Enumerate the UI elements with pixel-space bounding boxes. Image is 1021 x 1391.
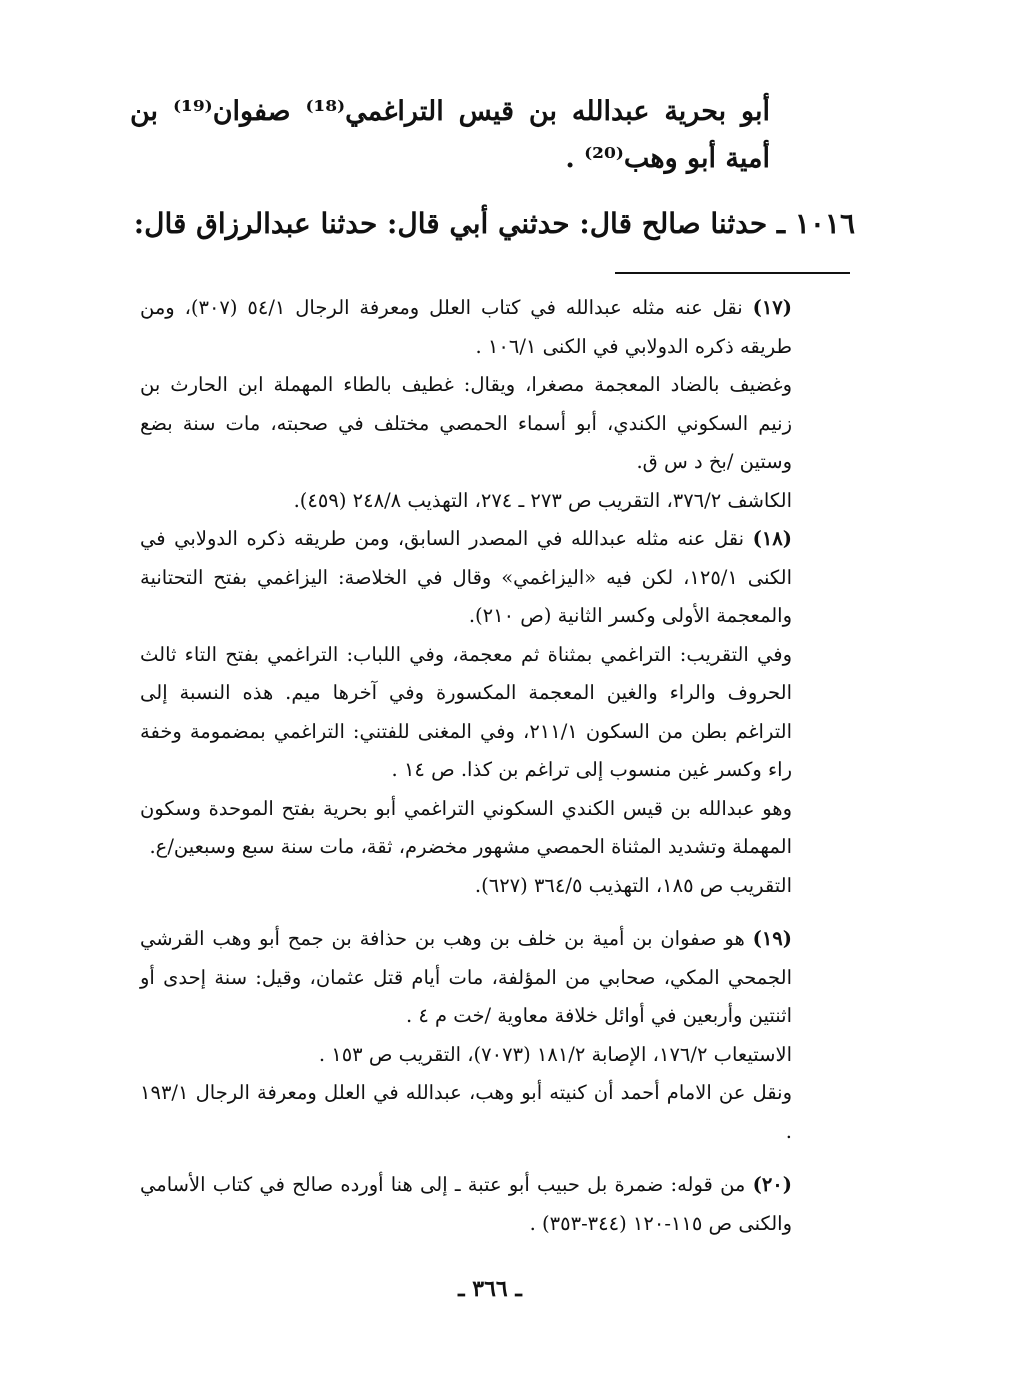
hadith-1016-isnad: ١٠١٦ ـ حدثنا صالح قال: حدثني أبي قال: حدثنا عبدالرزاق قال: [133,207,855,240]
footnote-19-paragraph-2: الاستيعاب ١٧٦/٢، الإصابة ١٨١/٢ (٧٠٧٣)، التقريب ص ١٥٣ . [318,1042,792,1066]
footnote-18-paragraph-3: وهو عبدالله بن قيس الكندي السكوني التراغمي أبو بحرية بفتح الموحدة وسكون المهملة وتشديد المثناة الحمصي مشهور مخضرم، ثقة، مات سنة سبع وسبعين/ع. [140,796,792,858]
footnote-divider [615,272,850,274]
footnote-19 [140,920,792,1036]
footnote-18-text: نقل عنه مثله عبدالله في المصدر السابق، ومن طريقه ذكره الدولابي في الكنى ١٢٥/١، لكن فيه «اليزاغمي» وقال في الخلاصة: اليزاغمي بفتح التحتانية والمعجمة الأولى وكسر الثانية (ص ٢١٠). [140,527,793,627]
page-number: ـ ٣٦٦ ـ [458,1276,522,1302]
footnote-20-text: من قوله: ضمرة بل حبيب أبو عتبة ـ إلى هنا أورده صالح في كتاب الأسامي والكنى ص ١١٥-١٢٠ (٣٤٤-٣٥٣) . [140,1173,792,1235]
footnote-17-paragraph-3: الكاشف ٣٧٦/٢، التقريب ص ٢٧٣ ـ ٢٧٤، التهذيب ٢٤٨/٨ (٤٥٩). [293,488,792,512]
footnote-17-number: (١٧) [752,296,792,319]
footnote-18-paragraph-4: التقريب ص ١٨٥، التهذيب ٣٦٤/٥ (٦٢٧). [474,873,792,897]
footnote-20 [140,1166,792,1243]
main-text: أبو بحرية عبدالله بن قيس التراغمي⁽¹⁸⁾ صفوان⁽¹⁹⁾ بن أمية أبو وهب⁽²⁰⁾ . [130,96,770,174]
footnote-18-number: (١٨) [752,527,793,550]
footnote-18 [140,520,792,636]
footnote-18-paragraph-2: وفي التقريب: التراغمي بمثناة ثم معجمة، وفي اللباب: التراغمي بفتح التاء ثالث الحروف والراء والغين المعجمة المكسورة وفي آخرها ميم. هذه النسبة إلى التراغم بطن من السكون ٢١١/١، وفي المغنى للفتني: التراغمي بمضمومة وخفة راء وكسر غين منسوب إلى تراغم بن كذا. ص ١٤ . [140,642,792,781]
footnote-17-text: نقل عنه مثله عبدالله في كتاب العلل ومعرفة الرجال ٥٤/١ (٣٠٧)، ومن طريقه ذكره الدولابي في الكنى ١٠٦/١ . [140,296,792,358]
footnotes [140,289,792,1243]
footnote-20-number: (٢٠) [752,1173,792,1196]
footnote-17-paragraph-2: وغضيف بالضاد المعجمة مصغرا، ويقال: غطيف بالطاء المهملة ابن الحارث بن زنيم السكوني الكندي، أبو أسماء الحمصي مختلف في صحبته، مات سنة بضع وستين /بخ د س ق. [140,373,792,473]
footnote-17 [140,289,792,366]
footnote-19-number: (١٩) [752,927,792,950]
footnote-19-text: هو صفوان بن أمية بن خلف بن وهب بن حذافة بن جمح أبو وهب القرشي الجمحي المكي، صحابي من المؤلفة، مات أيام قتل عثمان، وقيل: سنة إحدى أو اثنتين وأربعين في أوائل خلافة معاوية /خت م ٤ . [140,927,792,1027]
footnote-19-paragraph-3: ونقل عن الامام أحمد أن كنيته أبو وهب، عبدالله في العلل ومعرفة الرجال ١٩٣/١ . [140,1081,792,1143]
